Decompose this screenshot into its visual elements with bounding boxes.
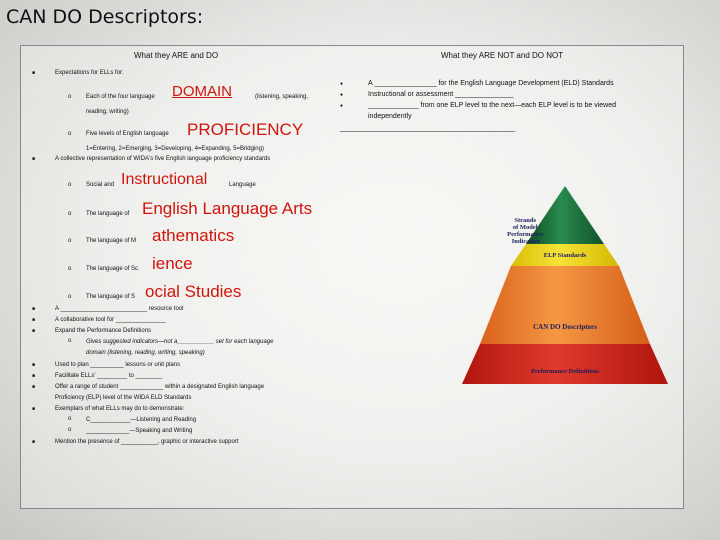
bullet-icon: ■ bbox=[32, 306, 36, 312]
list-item: Mention the presence of ___________, graphic or interactive support bbox=[55, 439, 239, 445]
bullet-icon: ■ bbox=[32, 373, 36, 379]
right-blank-line: _____________________________________________________ bbox=[340, 125, 515, 132]
right-list-item-cont: independently bbox=[368, 113, 412, 120]
bullet-icon: ■ bbox=[32, 384, 36, 390]
list-item: Facilitate ELLs' _________ to ________ bbox=[55, 373, 163, 379]
standard-1-pre: Social and bbox=[86, 182, 115, 188]
pyramid-tier-bottom bbox=[462, 344, 668, 384]
standard-2-keyword: English Language Arts bbox=[142, 199, 313, 218]
sub-bullet-icon: o bbox=[68, 427, 72, 433]
expectations-text: Expectations for ELLs for: bbox=[55, 70, 124, 76]
right-list-item: Instructional or assessment _______________ bbox=[368, 91, 514, 98]
list-subitem-cont: domain (listening, reading, writing, speaking) bbox=[86, 350, 205, 356]
sub-bullet-icon: o bbox=[68, 182, 72, 188]
standard-3-keyword: athematics bbox=[152, 226, 235, 245]
pyramid-label-elp: ELP Standards bbox=[543, 252, 587, 259]
left-column-header: What they ARE and DO bbox=[134, 51, 219, 60]
page-title: CAN DO Descriptors: bbox=[6, 6, 204, 28]
standard-2-pre: The language of bbox=[86, 211, 130, 217]
domain-text-post: (listening, speaking, bbox=[255, 94, 309, 100]
pyramid-diagram bbox=[462, 186, 672, 386]
sub-bullet-icon: o bbox=[68, 131, 72, 137]
list-subitem: Gives suggested indicators—not a___________ set for each language bbox=[86, 339, 274, 345]
list-subitem: _____________—Speaking and Writing bbox=[86, 428, 193, 434]
sub-bullet-icon: o bbox=[68, 294, 72, 300]
list-item: Used to plan __________ lessons or unit plans bbox=[55, 362, 181, 368]
bullet-icon: ■ bbox=[32, 317, 36, 323]
domain-text-cont: reading, writing) bbox=[86, 109, 129, 115]
collective-text: A collective representation of WIDA's five English language proficiency standards bbox=[55, 156, 271, 162]
bullet-icon: ■ bbox=[32, 70, 36, 76]
pyramid-label-strands: Strands of Model Performance Indicators bbox=[507, 217, 544, 245]
sub-bullet-icon: o bbox=[68, 238, 72, 244]
pyramid-label-cando: CAN DO Descriptors bbox=[533, 323, 597, 331]
right-list-item: A ________________ for the English Language Development (ELD) Standards bbox=[368, 80, 614, 87]
list-item: A collaborative tool for _______________ bbox=[55, 317, 166, 323]
standard-1-keyword: Instructional bbox=[121, 171, 208, 188]
list-subitem: C____________—Listening and Reading bbox=[86, 417, 197, 423]
list-item: Exemplars of what ELLs may do to demonstrate: bbox=[55, 406, 185, 412]
sub-bullet-icon: o bbox=[68, 266, 72, 272]
domain-text-pre: Each of the four language bbox=[86, 94, 155, 100]
standard-5-keyword: ocial Studies bbox=[145, 282, 242, 301]
standard-5-pre: The language of S bbox=[86, 294, 136, 300]
list-item: A __________________________ resource tool bbox=[55, 306, 184, 312]
bullet-icon: ■ bbox=[32, 156, 36, 162]
standard-4-pre: The language of Sc bbox=[86, 266, 139, 272]
sub-bullet-icon: o bbox=[68, 338, 72, 344]
bullet-icon: ■ bbox=[32, 362, 36, 368]
right-list-item: _____________ from one ELP level to the next—each ELP level is to be viewed bbox=[368, 102, 617, 109]
sub-bullet-icon: o bbox=[68, 211, 72, 217]
domain-keyword: DOMAIN bbox=[172, 83, 232, 100]
bullet-icon: ■ bbox=[32, 328, 36, 334]
levels-text: 1=Entering, 2=Emerging, 3=Developing, 4=Expanding, 5=Bridging) bbox=[86, 146, 264, 152]
pyramid-label-performance: Performance Definitions bbox=[530, 368, 600, 375]
proficiency-text-pre: Five levels of English language bbox=[86, 131, 169, 137]
bullet-icon: ● bbox=[340, 92, 344, 98]
sub-bullet-icon: o bbox=[68, 416, 72, 422]
bullet-icon: ■ bbox=[32, 439, 36, 445]
bullet-icon: ● bbox=[340, 103, 344, 109]
bullet-icon: ■ bbox=[32, 406, 36, 412]
sub-bullet-icon: o bbox=[68, 94, 72, 100]
list-item: Offer a range of student _____________ within a designated English language bbox=[55, 384, 265, 390]
standard-4-keyword: ience bbox=[152, 254, 193, 273]
pyramid-tier-third bbox=[480, 266, 650, 344]
list-item-cont: Proficiency (ELP) level of the WIDA ELD Standards bbox=[55, 395, 192, 401]
proficiency-keyword: PROFICIENCY bbox=[187, 120, 304, 139]
bullet-icon: ● bbox=[340, 81, 344, 87]
standard-1-post: Language bbox=[229, 182, 256, 188]
right-column-header: What they ARE NOT and DO NOT bbox=[441, 51, 564, 60]
standard-3-pre: The language of M bbox=[86, 238, 137, 244]
list-item: Expand the Performance Definitions bbox=[55, 328, 152, 334]
